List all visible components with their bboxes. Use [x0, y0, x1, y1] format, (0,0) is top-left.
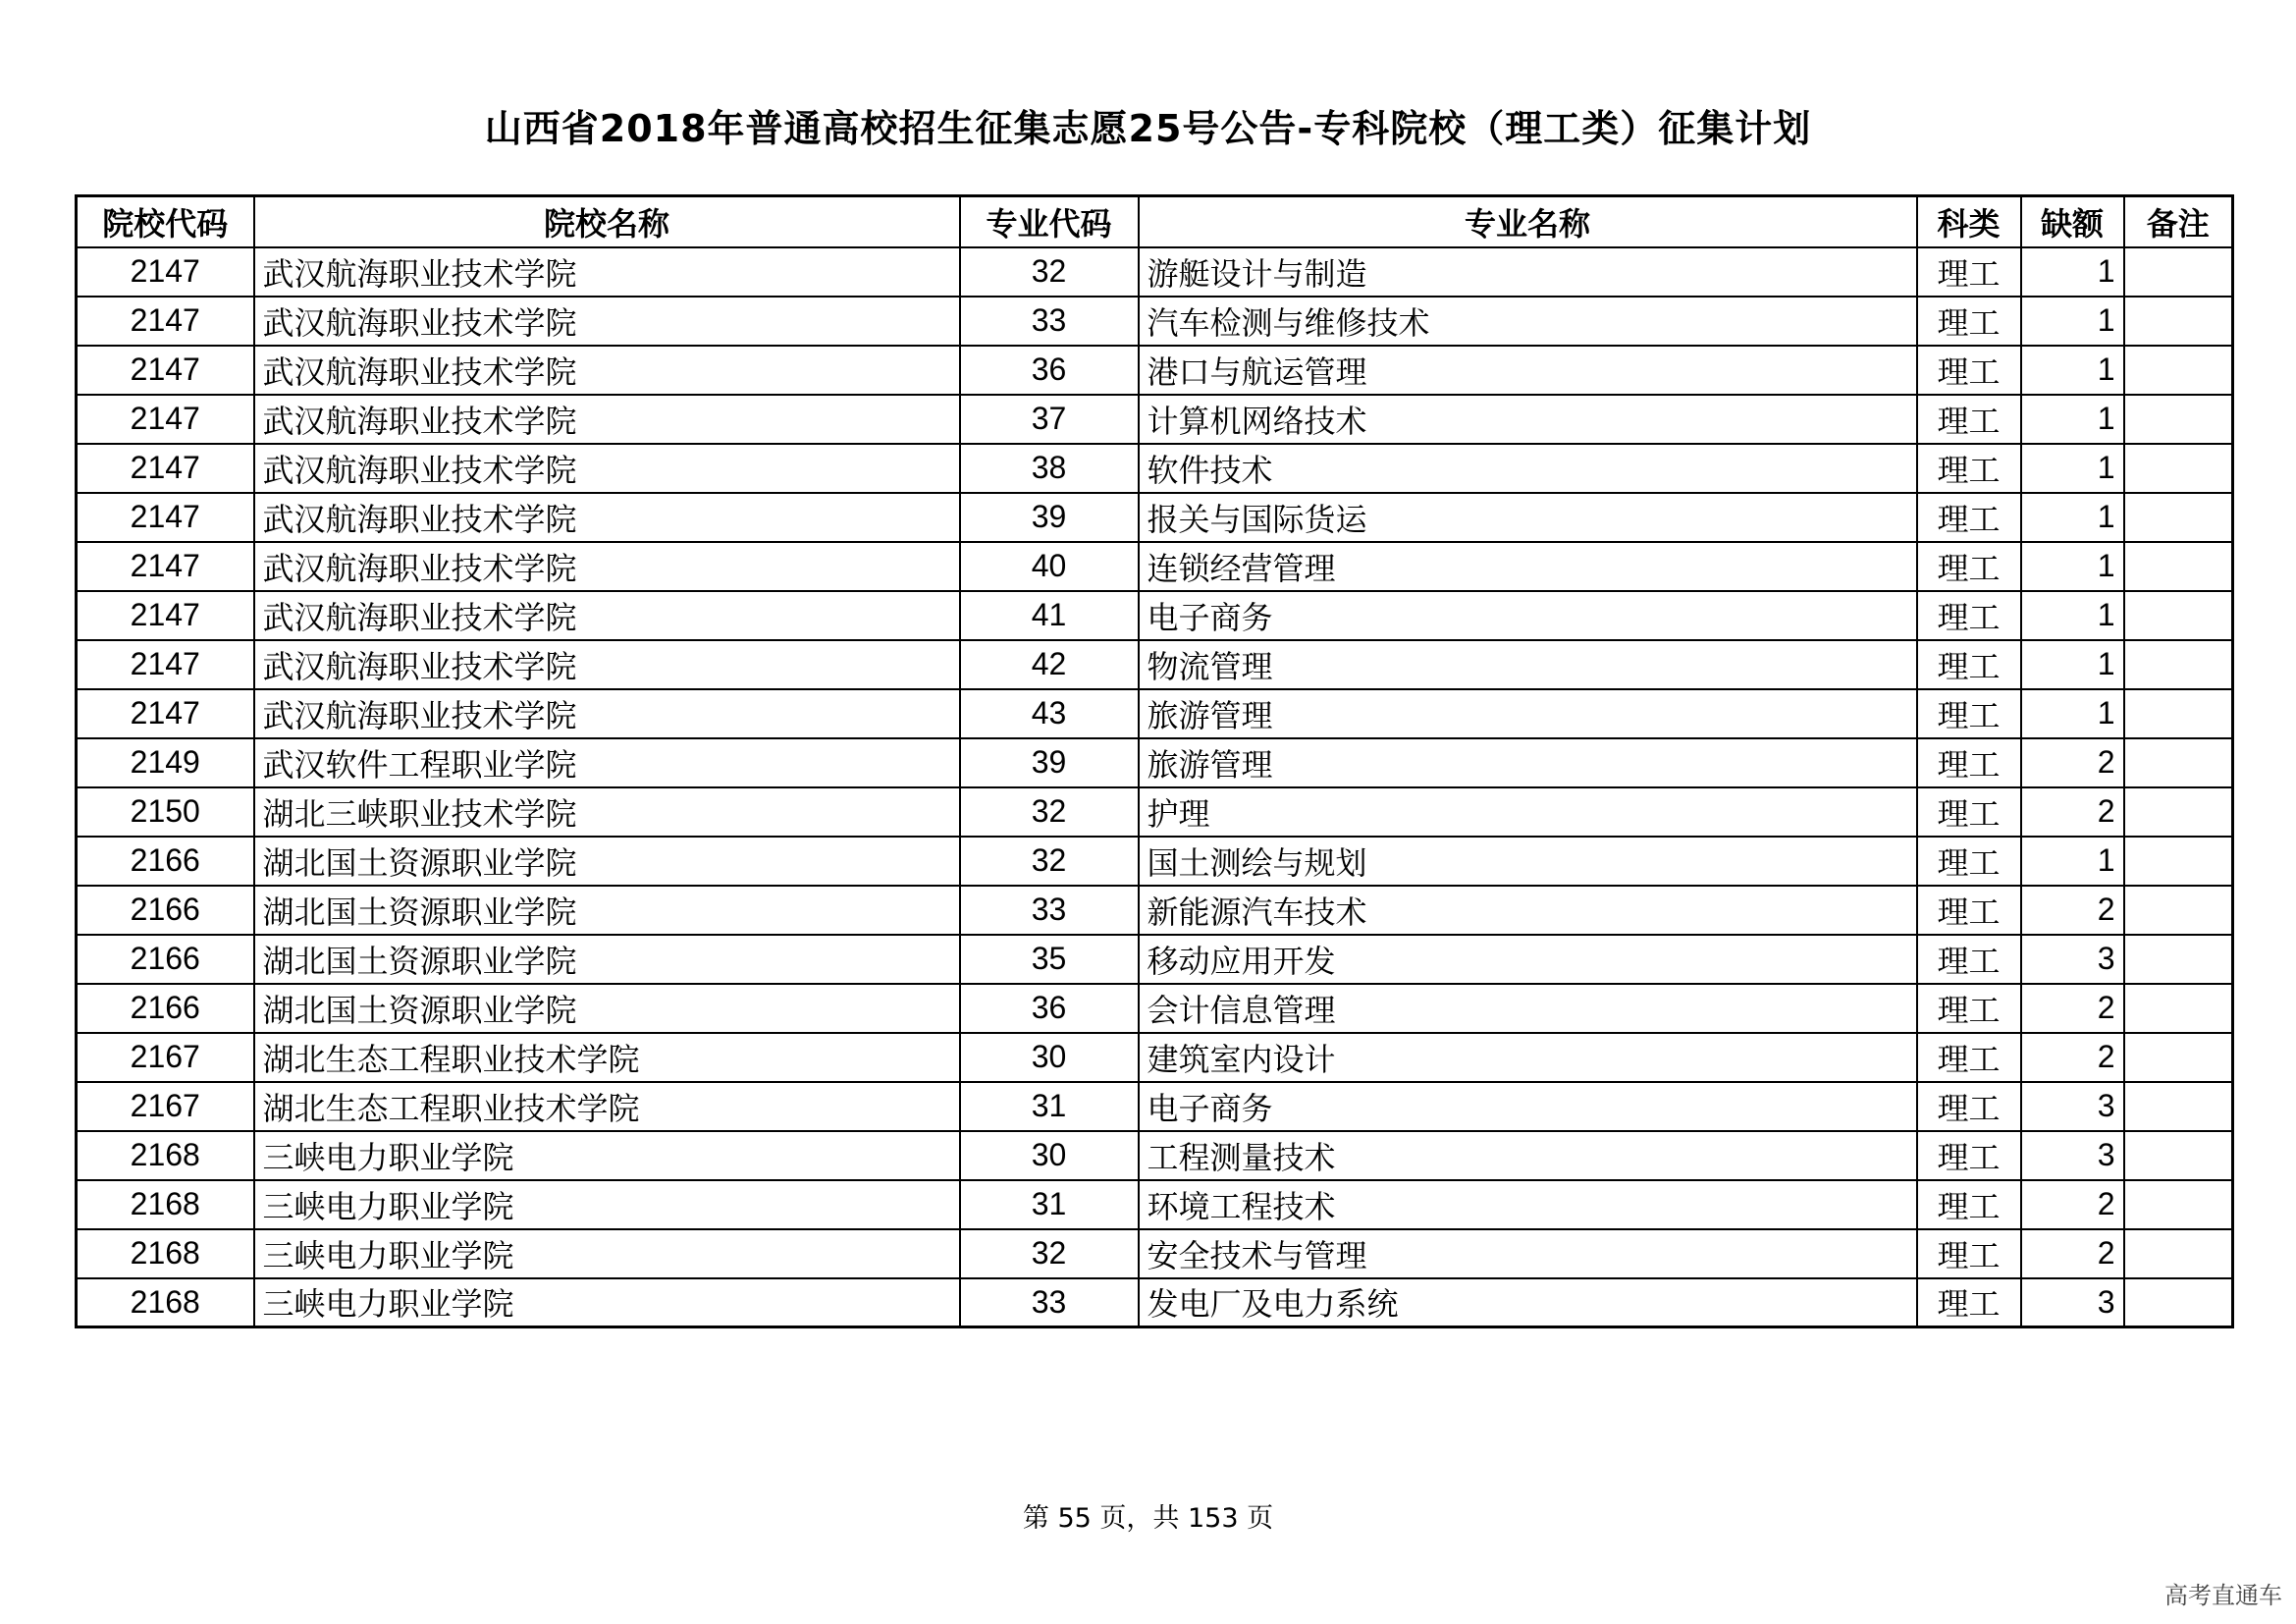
major-code-cell: 30 — [960, 1131, 1139, 1180]
vacancy-cell: 2 — [2021, 1180, 2124, 1229]
header-category: 科类 — [1917, 196, 2021, 247]
school-name-cell: 湖北生态工程职业技术学院 — [254, 1082, 960, 1131]
category-cell: 理工 — [1917, 935, 2021, 984]
school-code-cell: 2168 — [77, 1278, 254, 1327]
vacancy-cell: 3 — [2021, 1278, 2124, 1327]
school-name-cell: 武汉航海职业技术学院 — [254, 640, 960, 689]
major-code-cell: 39 — [960, 738, 1139, 787]
table-row — [77, 787, 2233, 837]
major-code-cell: 33 — [960, 1278, 1139, 1327]
table-row — [77, 1082, 2233, 1131]
major-code-cell: 36 — [960, 984, 1139, 1033]
category-cell: 理工 — [1917, 1229, 2021, 1278]
table-row — [77, 837, 2233, 886]
table-row — [77, 591, 2233, 640]
major-code-cell: 43 — [960, 689, 1139, 738]
table-row — [77, 1131, 2233, 1180]
major-code-cell: 33 — [960, 886, 1139, 935]
school-name-cell: 湖北三峡职业技术学院 — [254, 787, 960, 837]
vacancy-cell: 1 — [2021, 591, 2124, 640]
table-row — [77, 1229, 2233, 1278]
category-cell: 理工 — [1917, 542, 2021, 591]
major-name-cell: 计算机网络技术 — [1139, 395, 1917, 444]
category-cell: 理工 — [1917, 395, 2021, 444]
vacancy-cell: 2 — [2021, 984, 2124, 1033]
remarks-cell — [2124, 1131, 2233, 1180]
vacancy-cell: 3 — [2021, 1082, 2124, 1131]
remarks-cell — [2124, 1278, 2233, 1327]
category-cell: 理工 — [1917, 787, 2021, 837]
major-code-cell: 32 — [960, 247, 1139, 297]
category-cell: 理工 — [1917, 689, 2021, 738]
school-name-cell: 武汉航海职业技术学院 — [254, 395, 960, 444]
vacancy-cell: 1 — [2021, 247, 2124, 297]
table-row — [77, 1278, 2233, 1327]
major-name-cell: 环境工程技术 — [1139, 1180, 1917, 1229]
enrollment-plan-table — [75, 194, 2234, 1328]
category-cell: 理工 — [1917, 1278, 2021, 1327]
major-name-cell: 护理 — [1139, 787, 1917, 837]
major-name-cell: 移动应用开发 — [1139, 935, 1917, 984]
remarks-cell — [2124, 886, 2233, 935]
remarks-cell — [2124, 247, 2233, 297]
school-name-cell: 武汉航海职业技术学院 — [254, 247, 960, 297]
school-name-cell: 武汉航海职业技术学院 — [254, 346, 960, 395]
vacancy-cell: 1 — [2021, 689, 2124, 738]
category-cell: 理工 — [1917, 493, 2021, 542]
major-code-cell: 32 — [960, 837, 1139, 886]
table-row — [77, 1033, 2233, 1082]
vacancy-cell: 1 — [2021, 493, 2124, 542]
school-code-cell: 2147 — [77, 542, 254, 591]
table-row — [77, 297, 2233, 346]
major-code-cell: 33 — [960, 297, 1139, 346]
school-code-cell: 2166 — [77, 984, 254, 1033]
school-name-cell: 湖北国土资源职业学院 — [254, 837, 960, 886]
table-row — [77, 738, 2233, 787]
school-code-cell: 2150 — [77, 787, 254, 837]
table-row — [77, 984, 2233, 1033]
category-cell: 理工 — [1917, 591, 2021, 640]
school-name-cell: 湖北国土资源职业学院 — [254, 984, 960, 1033]
school-code-cell: 2166 — [77, 935, 254, 984]
school-name-cell: 武汉软件工程职业学院 — [254, 738, 960, 787]
school-name-cell: 武汉航海职业技术学院 — [254, 542, 960, 591]
vacancy-cell: 1 — [2021, 444, 2124, 493]
remarks-cell — [2124, 297, 2233, 346]
table-body — [77, 247, 2233, 1327]
table-row — [77, 395, 2233, 444]
school-name-cell: 三峡电力职业学院 — [254, 1229, 960, 1278]
major-name-cell: 电子商务 — [1139, 1082, 1917, 1131]
remarks-cell — [2124, 787, 2233, 837]
major-code-cell: 31 — [960, 1082, 1139, 1131]
page-number: 第 55 页，共 153 页 — [1022, 1503, 1274, 1534]
major-name-cell: 工程测量技术 — [1139, 1131, 1917, 1180]
major-code-cell: 36 — [960, 346, 1139, 395]
remarks-cell — [2124, 984, 2233, 1033]
major-code-cell: 37 — [960, 395, 1139, 444]
school-code-cell: 2147 — [77, 689, 254, 738]
vacancy-cell: 2 — [2021, 787, 2124, 837]
school-code-cell: 2168 — [77, 1180, 254, 1229]
major-name-cell: 新能源汽车技术 — [1139, 886, 1917, 935]
category-cell: 理工 — [1917, 738, 2021, 787]
major-name-cell: 国土测绘与规划 — [1139, 837, 1917, 886]
remarks-cell — [2124, 542, 2233, 591]
category-cell: 理工 — [1917, 346, 2021, 395]
major-name-cell: 电子商务 — [1139, 591, 1917, 640]
school-name-cell: 武汉航海职业技术学院 — [254, 444, 960, 493]
school-name-cell: 湖北国土资源职业学院 — [254, 935, 960, 984]
school-code-cell: 2147 — [77, 247, 254, 297]
remarks-cell — [2124, 1180, 2233, 1229]
remarks-cell — [2124, 1082, 2233, 1131]
major-code-cell: 38 — [960, 444, 1139, 493]
category-cell: 理工 — [1917, 297, 2021, 346]
vacancy-cell: 3 — [2021, 935, 2124, 984]
major-code-cell: 39 — [960, 493, 1139, 542]
vacancy-cell: 1 — [2021, 837, 2124, 886]
school-name-cell: 武汉航海职业技术学院 — [254, 591, 960, 640]
school-code-cell: 2149 — [77, 738, 254, 787]
major-name-cell: 安全技术与管理 — [1139, 1229, 1917, 1278]
school-code-cell: 2147 — [77, 444, 254, 493]
school-code-cell: 2167 — [77, 1082, 254, 1131]
remarks-cell — [2124, 738, 2233, 787]
major-code-cell: 42 — [960, 640, 1139, 689]
major-name-cell: 游艇设计与制造 — [1139, 247, 1917, 297]
major-code-cell: 40 — [960, 542, 1139, 591]
category-cell: 理工 — [1917, 1033, 2021, 1082]
school-code-cell: 2147 — [77, 346, 254, 395]
major-name-cell: 物流管理 — [1139, 640, 1917, 689]
table-row — [77, 542, 2233, 591]
table-row — [77, 886, 2233, 935]
header-major-code: 专业代码 — [960, 196, 1139, 247]
category-cell: 理工 — [1917, 886, 2021, 935]
vacancy-cell: 1 — [2021, 640, 2124, 689]
major-name-cell: 建筑室内设计 — [1139, 1033, 1917, 1082]
vacancy-cell: 1 — [2021, 297, 2124, 346]
table-row — [77, 640, 2233, 689]
major-name-cell: 会计信息管理 — [1139, 984, 1917, 1033]
major-name-cell: 旅游管理 — [1139, 738, 1917, 787]
remarks-cell — [2124, 444, 2233, 493]
school-code-cell: 2168 — [77, 1229, 254, 1278]
major-code-cell: 30 — [960, 1033, 1139, 1082]
school-code-cell: 2168 — [77, 1131, 254, 1180]
major-code-cell: 32 — [960, 787, 1139, 837]
school-name-cell: 三峡电力职业学院 — [254, 1131, 960, 1180]
category-cell: 理工 — [1917, 1131, 2021, 1180]
watermark: 高考直通车 — [2164, 1582, 2282, 1609]
vacancy-cell: 1 — [2021, 395, 2124, 444]
major-code-cell: 31 — [960, 1180, 1139, 1229]
major-name-cell: 旅游管理 — [1139, 689, 1917, 738]
school-name-cell: 武汉航海职业技术学院 — [254, 297, 960, 346]
school-code-cell: 2166 — [77, 886, 254, 935]
major-name-cell: 连锁经营管理 — [1139, 542, 1917, 591]
table-row — [77, 689, 2233, 738]
header-vacancy: 缺额 — [2021, 196, 2124, 247]
table-header-row — [77, 196, 2233, 247]
category-cell: 理工 — [1917, 984, 2021, 1033]
table-row — [77, 247, 2233, 297]
school-code-cell: 2167 — [77, 1033, 254, 1082]
vacancy-cell: 2 — [2021, 886, 2124, 935]
page-title: 山西省2018年普通高校招生征集志愿25号公告-专科院校（理工类）征集计划 — [484, 107, 1812, 150]
major-name-cell: 发电厂及电力系统 — [1139, 1278, 1917, 1327]
school-name-cell: 三峡电力职业学院 — [254, 1180, 960, 1229]
major-name-cell: 汽车检测与维修技术 — [1139, 297, 1917, 346]
table-row — [77, 346, 2233, 395]
header-major-name: 专业名称 — [1139, 196, 1917, 247]
table-row — [77, 493, 2233, 542]
category-cell: 理工 — [1917, 640, 2021, 689]
school-name-cell: 湖北国土资源职业学院 — [254, 886, 960, 935]
category-cell: 理工 — [1917, 444, 2021, 493]
remarks-cell — [2124, 346, 2233, 395]
remarks-cell — [2124, 1229, 2233, 1278]
school-name-cell: 湖北生态工程职业技术学院 — [254, 1033, 960, 1082]
school-code-cell: 2147 — [77, 591, 254, 640]
category-cell: 理工 — [1917, 1180, 2021, 1229]
school-code-cell: 2147 — [77, 395, 254, 444]
major-name-cell: 报关与国际货运 — [1139, 493, 1917, 542]
school-code-cell: 2147 — [77, 297, 254, 346]
category-cell: 理工 — [1917, 247, 2021, 297]
remarks-cell — [2124, 493, 2233, 542]
remarks-cell — [2124, 640, 2233, 689]
school-name-cell: 武汉航海职业技术学院 — [254, 493, 960, 542]
table-row — [77, 444, 2233, 493]
vacancy-cell: 2 — [2021, 1229, 2124, 1278]
remarks-cell — [2124, 591, 2233, 640]
remarks-cell — [2124, 689, 2233, 738]
vacancy-cell: 3 — [2021, 1131, 2124, 1180]
school-code-cell: 2147 — [77, 493, 254, 542]
category-cell: 理工 — [1917, 1082, 2021, 1131]
category-cell: 理工 — [1917, 837, 2021, 886]
vacancy-cell: 1 — [2021, 542, 2124, 591]
major-code-cell: 41 — [960, 591, 1139, 640]
school-code-cell: 2147 — [77, 640, 254, 689]
table-row — [77, 1180, 2233, 1229]
vacancy-cell: 1 — [2021, 346, 2124, 395]
school-code-cell: 2166 — [77, 837, 254, 886]
major-name-cell: 港口与航运管理 — [1139, 346, 1917, 395]
school-name-cell: 武汉航海职业技术学院 — [254, 689, 960, 738]
vacancy-cell: 2 — [2021, 738, 2124, 787]
table-row — [77, 935, 2233, 984]
remarks-cell — [2124, 837, 2233, 886]
header-remarks: 备注 — [2124, 196, 2233, 247]
school-name-cell: 三峡电力职业学院 — [254, 1278, 960, 1327]
header-school-code: 院校代码 — [77, 196, 254, 247]
vacancy-cell: 2 — [2021, 1033, 2124, 1082]
header-school-name: 院校名称 — [254, 196, 960, 247]
major-name-cell: 软件技术 — [1139, 444, 1917, 493]
major-code-cell: 35 — [960, 935, 1139, 984]
major-code-cell: 32 — [960, 1229, 1139, 1278]
remarks-cell — [2124, 395, 2233, 444]
remarks-cell — [2124, 935, 2233, 984]
remarks-cell — [2124, 1033, 2233, 1082]
